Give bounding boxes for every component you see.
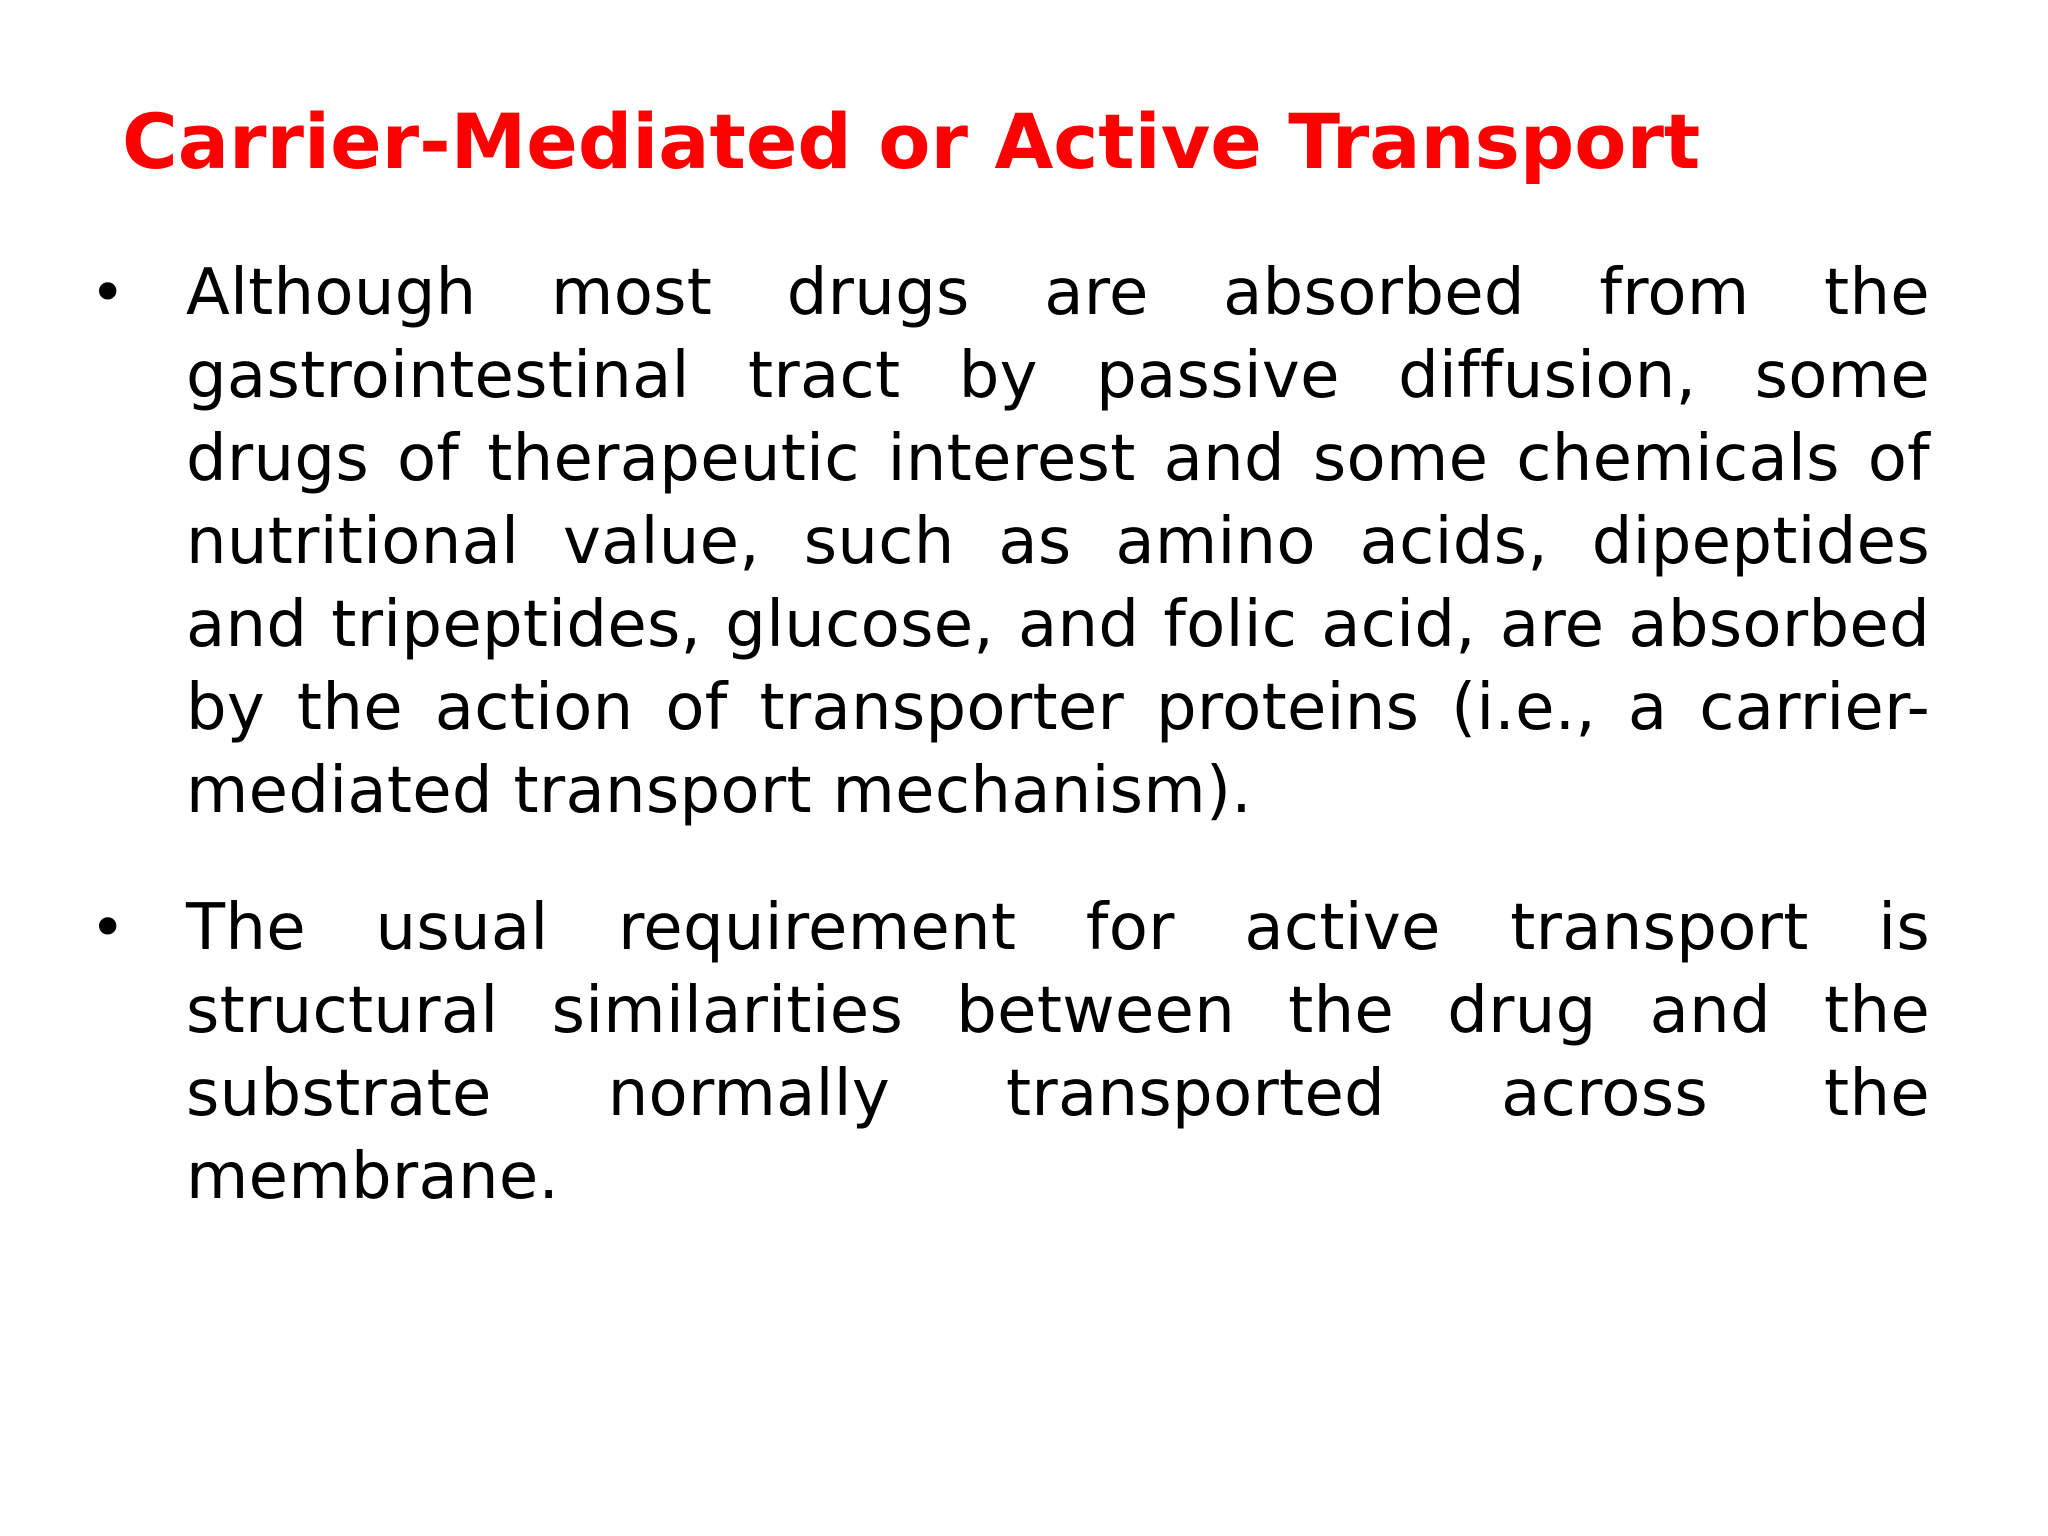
bullet-marker: • <box>90 893 126 963</box>
bullet-item-1 <box>90 252 1930 833</box>
bullet-text: Although most drugs are absorbed from the gastrointestinal tract by passive diffusion, some drugs of therapeutic interest and some chemicals of nutritional value, such as amino acids, dipeptides and tripeptides, glucose, and folic acid, are absorbed by the action of transporter proteins (i.e., a carrier-mediated transport mechanism). <box>186 256 1930 828</box>
bullet-text: The usual requirement for active transport is structural similarities between the drug and the substrate normally transported across the membrane. <box>186 891 1930 1214</box>
bullet-item-2 <box>90 887 1930 1219</box>
bullet-marker: • <box>90 258 126 328</box>
bullet-list <box>90 252 1930 1273</box>
slide-title: Carrier-Mediated or Active Transport <box>122 97 1701 186</box>
